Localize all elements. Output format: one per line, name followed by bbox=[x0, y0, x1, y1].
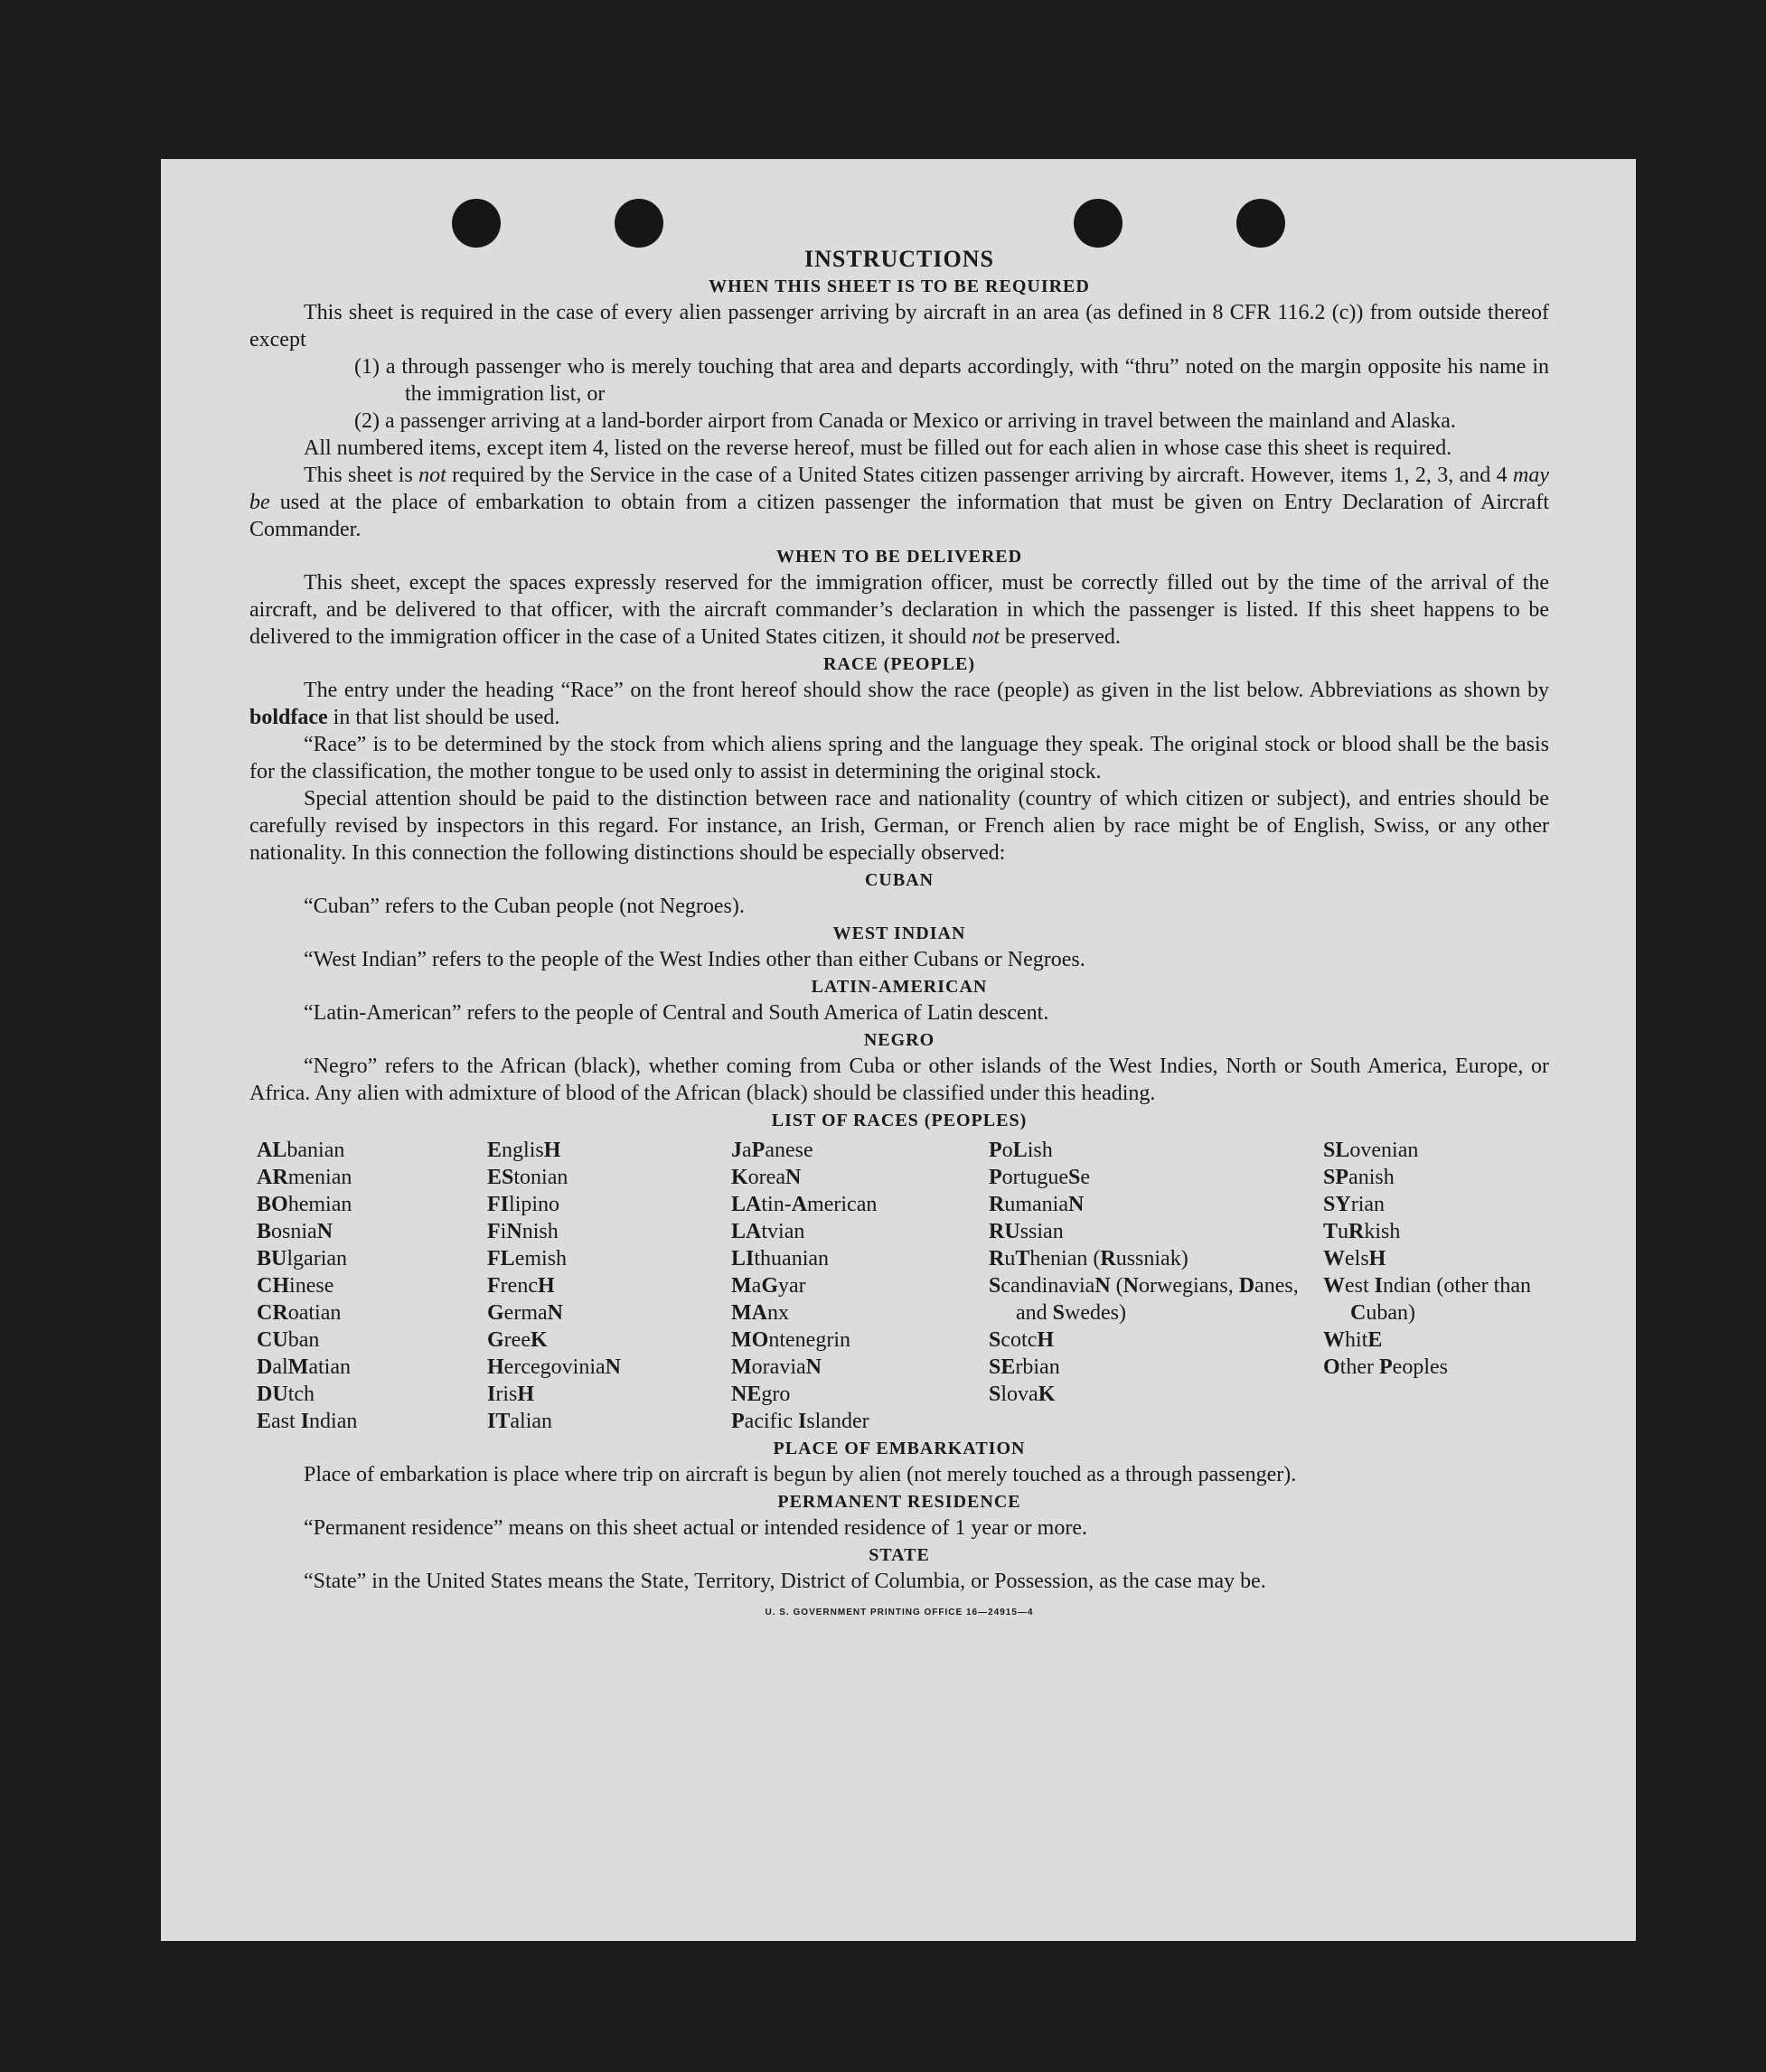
instructions-body bbox=[249, 246, 1549, 1617]
paragraph: This sheet is not required by the Service in the case of a United States citizen passenger arriving by aircraft. However, items 1, 2, 3, and 4 may be used at the place of embarkation to obtain from a citizen passenger the information that must be given on Entry Declaration of Aircraft Commander. bbox=[249, 464, 1549, 541]
paragraph: Special attention should be paid to the distinction between race and nationality (country of which citizen or subject), and entries should be carefully revised by inspectors in this regard. For instance, an Irish, German, or French alien by race might be of English, Swiss, or any other nationality. In this connection the following distinctions should be especially observed: bbox=[249, 787, 1549, 865]
race-entry: LAtin-American bbox=[731, 1193, 878, 1216]
race-entry: BUlgarian bbox=[257, 1247, 348, 1270]
race-entry: LIthuanian bbox=[731, 1247, 830, 1270]
race-entry: RumaniaN bbox=[989, 1193, 1085, 1216]
race-entry: PoLish bbox=[989, 1139, 1053, 1162]
race-entry: FIlipino bbox=[487, 1193, 560, 1216]
race-entry: TuRkish bbox=[1323, 1220, 1401, 1243]
race-entry: ARmenian bbox=[257, 1166, 352, 1189]
race-entry: ScandinaviaN (Norwegians, Danes, and Swedes) bbox=[989, 1274, 1299, 1325]
section-heading-embarkation: PLACE OF EMBARKATION bbox=[773, 1439, 1026, 1458]
race-entry: GreeK bbox=[487, 1328, 548, 1352]
paragraph: “Negro” refers to the African (black), whether coming from Cuba or other islands of the West Indies, North or South America, Europe, or Africa. Any alien with admixture of blood of the African (black) should be classified under this heading. bbox=[249, 1055, 1549, 1105]
list-item: (2) a passenger arriving at a land-border airport from Canada or Mexico or arriving in travel between the mainland and Alaska. bbox=[354, 409, 1456, 433]
races-list bbox=[257, 1137, 1549, 1435]
race-column bbox=[257, 1137, 487, 1435]
section-heading-latin-american: LATIN-AMERICAN bbox=[811, 977, 988, 997]
race-entry: NEgro bbox=[731, 1383, 791, 1406]
paragraph: “Permanent residence” means on this sheet actual or intended residence of 1 year or more. bbox=[304, 1516, 1087, 1540]
race-entry: East Indian bbox=[257, 1410, 358, 1433]
race-entry: SYrian bbox=[1323, 1193, 1386, 1216]
race-entry: BOhemian bbox=[257, 1193, 352, 1216]
race-entry: SlovaK bbox=[989, 1383, 1056, 1406]
race-entry: BosniaN bbox=[257, 1220, 333, 1243]
paragraph: Place of embarkation is place where trip on aircraft is begun by alien (not merely touched as a through passenger). bbox=[304, 1463, 1297, 1486]
section-heading-negro: NEGRO bbox=[863, 1030, 935, 1050]
race-entry: CHinese bbox=[257, 1274, 334, 1298]
race-entry: MoraviaN bbox=[731, 1355, 822, 1379]
race-entry: EStonian bbox=[487, 1166, 568, 1189]
race-entry: DalMatian bbox=[257, 1355, 351, 1379]
section-heading-state: STATE bbox=[869, 1545, 930, 1565]
punch-hole bbox=[615, 199, 663, 248]
section-heading-required: WHEN THIS SHEET IS TO BE REQUIRED bbox=[709, 277, 1090, 296]
race-entry: FLemish bbox=[487, 1247, 568, 1270]
race-entry: ALbanian bbox=[257, 1139, 345, 1162]
paragraph: All numbered items, except item 4, listed on the reverse hereof, must be filled out for each alien in whose case this sheet is required. bbox=[304, 436, 1452, 460]
race-entry: ITalian bbox=[487, 1410, 553, 1433]
paragraph: “Cuban” refers to the Cuban people (not Negroes). bbox=[304, 895, 745, 918]
race-column bbox=[1323, 1137, 1558, 1435]
race-entry: CRoatian bbox=[257, 1301, 342, 1325]
document-page bbox=[161, 159, 1636, 1941]
race-entry: EnglisH bbox=[487, 1139, 561, 1162]
race-entry: DUtch bbox=[257, 1383, 315, 1406]
race-entry: West Indian (other than Cuban) bbox=[1323, 1274, 1531, 1325]
race-column bbox=[731, 1137, 989, 1435]
race-entry: RUssian bbox=[989, 1220, 1064, 1243]
section-heading-west-indian: WEST INDIAN bbox=[832, 923, 966, 943]
punch-hole bbox=[1074, 199, 1123, 248]
paragraph: This sheet, except the spaces expressly reserved for the immigration officer, must be correctly filled out by the time of the arrival of the aircraft, and be delivered to that officer, with the aircraft commander’s declaration in which the passenger is listed. If this sheet happens to be delivered to the immigration officer in the case of a United States citizen, it should not be preserved. bbox=[249, 571, 1549, 649]
race-entry: SPanish bbox=[1323, 1166, 1395, 1189]
race-entry: FiNnish bbox=[487, 1220, 559, 1243]
race-entry: MaGyar bbox=[731, 1274, 806, 1298]
race-entry: ScotcH bbox=[989, 1328, 1055, 1352]
race-entry: Pacific Islander bbox=[731, 1410, 869, 1433]
race-column bbox=[487, 1137, 731, 1435]
race-entry: LAtvian bbox=[731, 1220, 805, 1243]
section-heading-list-of-races: LIST OF RACES (PEOPLES) bbox=[771, 1111, 1028, 1130]
paragraph: “West Indian” refers to the people of the West Indies other than either Cubans or Negroes. bbox=[304, 948, 1085, 971]
race-entry: WelsH bbox=[1323, 1247, 1386, 1270]
list-item: (1) a through passenger who is merely touching that area and departs accordingly, with “thru” noted on the margin opposite his name in the immigration list, or bbox=[354, 355, 1549, 406]
paragraph: “Race” is to be determined by the stock from which aliens spring and the language they speak. The original stock or blood shall be the basis for the classification, the mother tongue to be used only to assist in determining the original stock. bbox=[249, 733, 1549, 783]
paragraph: This sheet is required in the case of every alien passenger arriving by aircraft in an area (as defined in 8 CFR 116.2 (c)) from outside thereof except bbox=[249, 301, 1549, 352]
race-entry: MAnx bbox=[731, 1301, 789, 1325]
section-heading-race: RACE (PEOPLE) bbox=[823, 654, 975, 674]
race-entry: WhitE bbox=[1323, 1328, 1383, 1352]
race-entry: SErbian bbox=[989, 1355, 1060, 1379]
race-entry: SLovenian bbox=[1323, 1139, 1419, 1162]
race-entry: MOntenegrin bbox=[731, 1328, 850, 1352]
punch-hole bbox=[452, 199, 501, 248]
race-column bbox=[989, 1137, 1323, 1435]
race-entry: GermaN bbox=[487, 1301, 563, 1325]
race-entry: RuThenian (Russniak) bbox=[989, 1247, 1188, 1270]
paragraph: “State” in the United States means the State, Territory, District of Columbia, or Possession, as the case may be. bbox=[304, 1570, 1266, 1593]
section-heading-residence: PERMANENT RESIDENCE bbox=[777, 1492, 1021, 1512]
race-entry: CUban bbox=[257, 1328, 320, 1352]
page-title: INSTRUCTIONS bbox=[804, 246, 994, 272]
race-entry: JaPanese bbox=[731, 1139, 813, 1162]
race-entry: PortugueSe bbox=[989, 1166, 1091, 1189]
paragraph: “Latin-American” refers to the people of Central and South America of Latin descent. bbox=[304, 1001, 1049, 1025]
race-entry: KoreaN bbox=[731, 1166, 802, 1189]
section-heading-delivered: WHEN TO BE DELIVERED bbox=[775, 547, 1023, 567]
race-entry: FrencH bbox=[487, 1274, 555, 1298]
race-entry: IrisH bbox=[487, 1383, 535, 1406]
printer-footer: U. S. GOVERNMENT PRINTING OFFICE 16—24915—4 bbox=[765, 1608, 1034, 1617]
race-entry: Other Peoples bbox=[1323, 1355, 1448, 1379]
section-heading-cuban: CUBAN bbox=[864, 870, 935, 890]
race-entry: HercegoviniaN bbox=[487, 1355, 621, 1379]
punch-hole bbox=[1236, 199, 1285, 248]
paragraph: The entry under the heading “Race” on the front hereof should show the race (people) as given in the list below. Abbreviations as shown by boldface in that list should be used. bbox=[249, 679, 1549, 729]
